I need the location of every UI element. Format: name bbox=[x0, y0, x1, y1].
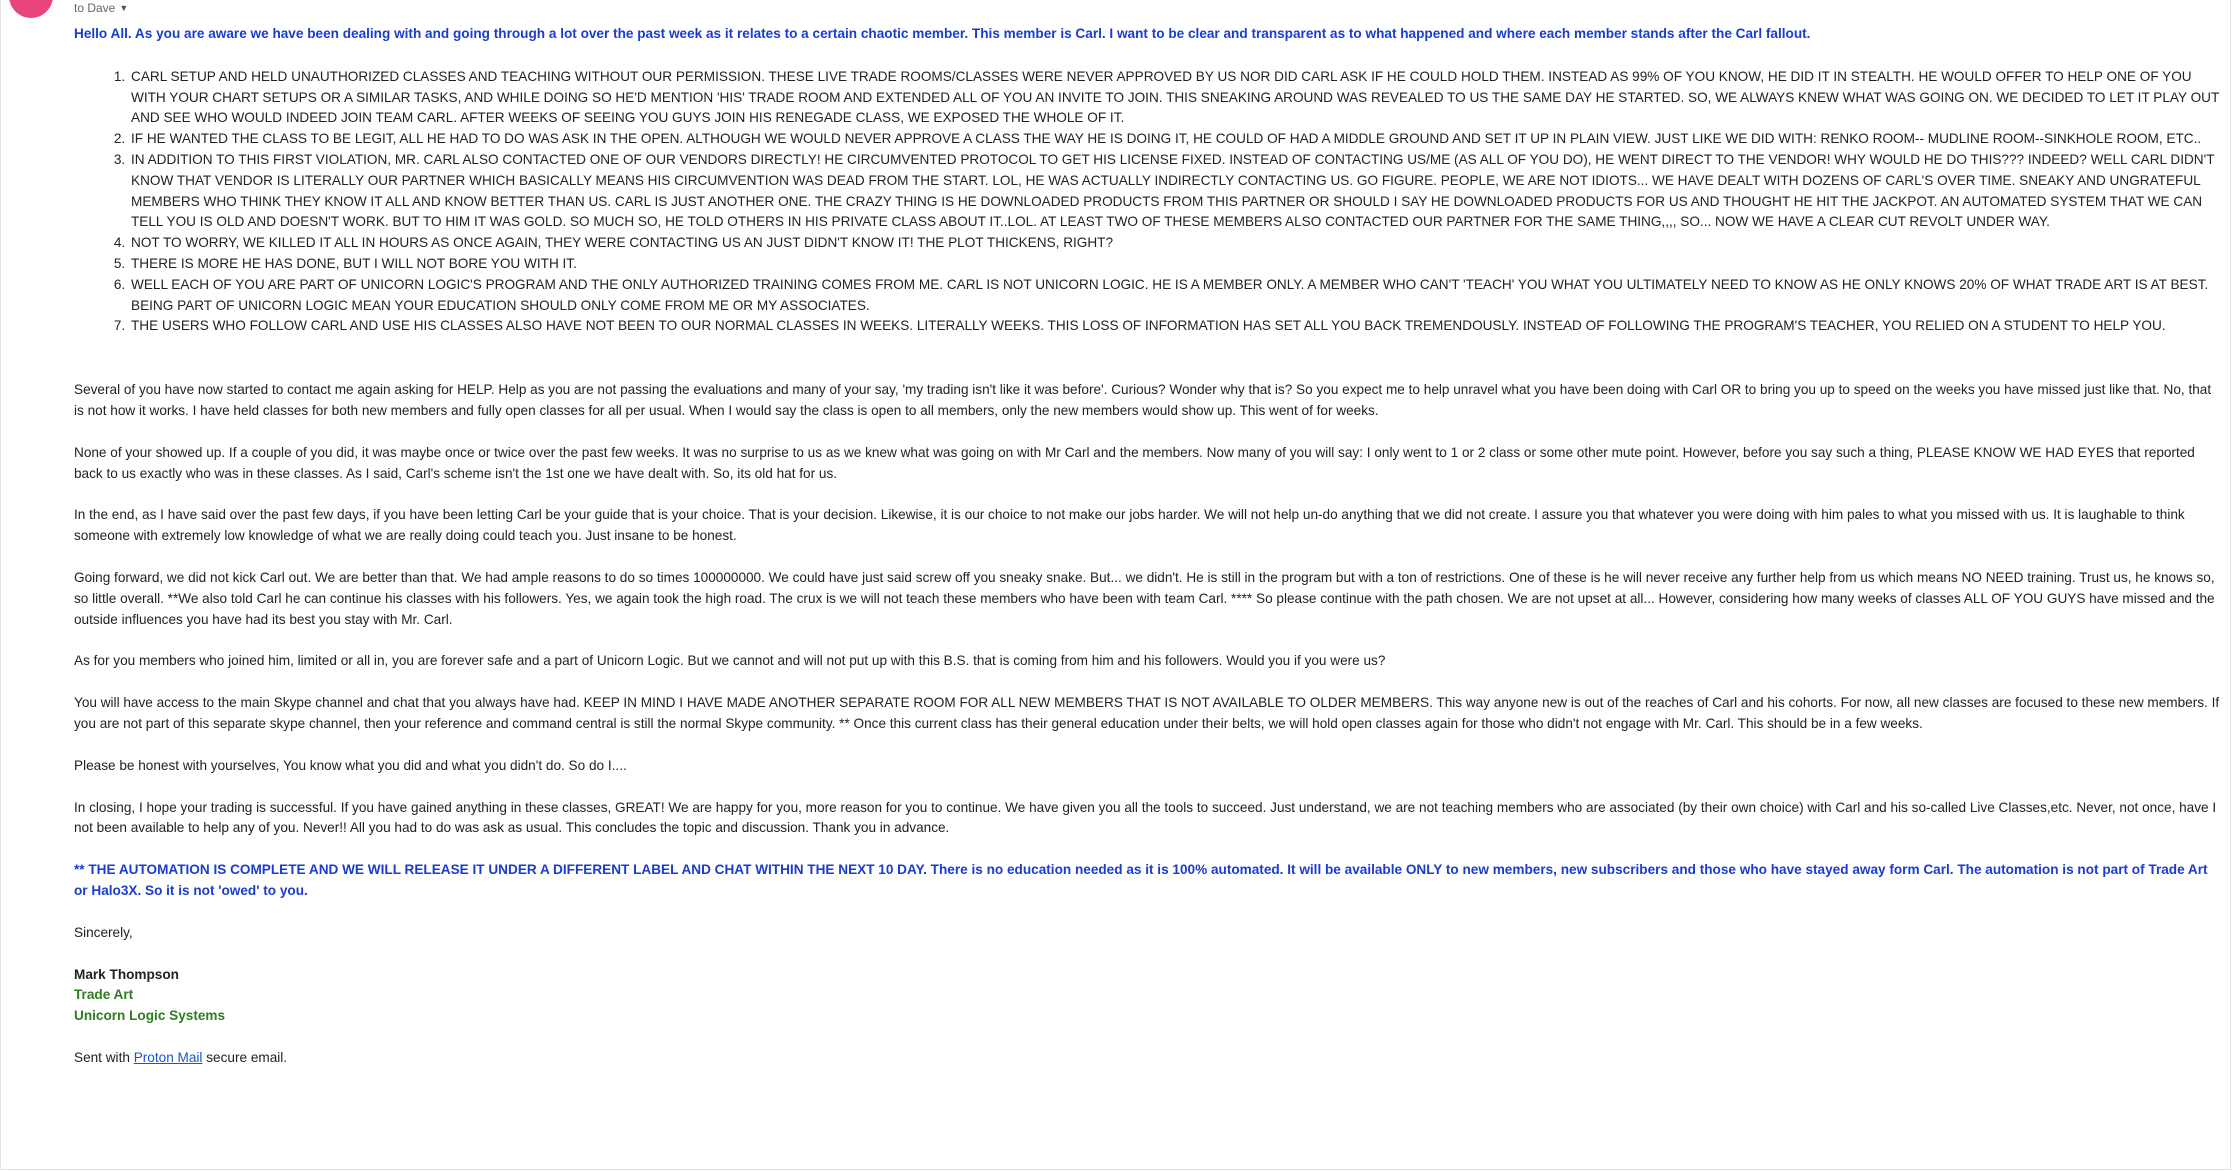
closing-line: Sincerely, bbox=[74, 924, 133, 940]
body-paragraph: Please be honest with yourselves, You know what you did and what you didn't do. So do I.... bbox=[74, 757, 627, 773]
footer-prefix: Sent with bbox=[74, 1049, 134, 1065]
signature-line-1: Trade Art bbox=[74, 987, 134, 1003]
recipient-label: to Dave bbox=[74, 1, 116, 15]
body-paragraph: Going forward, we did not kick Carl out. We are better than that. We had ample reasons to do so times 100000000. We could have just said screw off you sneaky snake. But... we didn't. He is still in the program but with a ton of restrictions. One of these is he will never receive any further help from us which means NO NEED training. Trust us, he knows so, so little overall. **We also told Carl he can continue his classes with his followers. Yes, we again took the high road. The crux is we will not teach these members who have been with team Carl. **** So please continue with the path chosen. We are not upset at all... However, considering how many weeks of classes ALL OF YOU GUYS have missed and the outside influences you have had its best you stay with Mr. Carl. bbox=[74, 569, 2215, 627]
proton-mail-link[interactable]: Proton Mail bbox=[133, 1049, 203, 1065]
body-paragraph: In the end, as I have said over the past few days, if you have been letting Carl be your guide that is your choice. That is your decision. Likewise, it is our choice to not make our jobs harder. We will not help un-do anything that we did not create. I assure you that whatever you were doing with him pales to what you missed with us. It is laughable to think someone with extremely low knowledge of what we are really doing could teach you. Just insane to be honest. bbox=[74, 507, 2185, 544]
sent-with-footer bbox=[74, 1048, 2224, 1069]
body-paragraph: Several of you have now started to contact me again asking for HELP. Help as you are not passing the evaluations and many of your say, 'my trading isn't like it was before'. Curious? Wonder why that is? So you expect me to help unravel what you have been doing with Carl OR to bring you up to speed on the weeks you have missed just like that. No, that is not how it works. I have held classes for both new members and fully open classes for all per usual. When I would say the class is open to all members, only the new members would show up. This went of for weeks. bbox=[74, 382, 2212, 418]
signature-name: Mark Thompson bbox=[74, 966, 179, 982]
sender-avatar[interactable] bbox=[9, 0, 53, 18]
body-paragraph: You will have access to the main Skype channel and chat that you always have had. KEEP IN MIND I HAVE MADE ANOTHER SEPARATE ROOM FOR ALL NEW MEMBERS THAT IS NOT AVAILABLE TO OLDER MEMBERS. This way anyone new is out of the reaches of Carl and his cohorts. For now, all new classes are focused to these new members. If you are not part of this separate skype channel, then your reference and command central is still the normal Skype community. ** Once this current class has their general education under their belts, we will hold open classes again for those who didn't not engage with Mr. Carl. This should be in a few weeks. bbox=[74, 695, 2220, 731]
signature-block bbox=[74, 965, 2224, 1027]
body-paragraph: None of your showed up. If a couple of you did, it was maybe once or twice over the past few weeks. It was no surprise to us as we knew what was going on with Mr Carl and the members. Now many of you will say: I only went to 1 or 2 class or some other mute point. However, before you say such a thing, PLEASE KNOW WE HAD EYES that reported back to us exactly who was in these classes. As I said, Carl's scheme isn't the 1st one we have dealt with. So, its old hat for us. bbox=[74, 444, 2195, 481]
list-item: 6. WELL EACH OF YOU ARE PART OF UNICORN LOGIC'S PROGRAM AND THE ONLY AUTHORIZED TRAINING COMES FROM ME. CARL IS NOT UNICORN LOGIC. HE IS A MEMBER ONLY. A MEMBER WHO CAN'T 'TEACH' YOU WHAT YOU ULTIMATELY NEED TO KNOW AS HE ONLY KNOWS 20% OF WHAT TRADE ART IS AT BEST. BEING PART OF UNICORN LOGIC MEAN YOUR EDUCATION SHOULD ONLY COME FROM ME OR MY ASSOCIATES. bbox=[129, 275, 2224, 317]
signature-line-2: Unicorn Logic Systems bbox=[74, 1008, 226, 1024]
chevron-down-icon[interactable]: ▼ bbox=[119, 3, 129, 13]
body-paragraph: As for you members who joined him, limited or all in, you are forever safe and a part of Unicorn Logic. But we cannot and will not put up with this B.S. that is coming from him and his followers. Would you if you were us? bbox=[74, 653, 1386, 669]
list-item: 7. THE USERS WHO FOLLOW CARL AND USE HIS CLASSES ALSO HAVE NOT BEEN TO OUR NORMAL CLASSES IN WEEKS. LITERALLY WEEKS. THIS LOSS OF INFORMATION HAS SET ALL YOU BACK TREMENDOUSLY. INSTEAD OF FOLLOWING THE PROGRAM'S TEACHER, YOU RELIED ON A STUDENT TO HELP YOU. bbox=[129, 316, 2224, 337]
list-item: 4. NOT TO WORRY, WE KILLED IT ALL IN HOURS AS ONCE AGAIN, THEY WERE CONTACTING US AN JUST DIDN'T KNOW IT! THE PLOT THICKENS, RIGHT? bbox=[129, 233, 2224, 254]
points-list bbox=[74, 67, 2224, 337]
footer-suffix: secure email. bbox=[202, 1049, 288, 1065]
body-paragraph: In closing, I hope your trading is successful. If you have gained anything in these classes, GREAT! We are happy for you, more reason for you to continue. We have given you all the tools to succeed. Just understand, we are not teaching members who are associated (by their own choice) with Carl and his so-called Live Classes,etc. Never, not once, have I not been available to help any of you. Never!! All you had to do was ask as usual. This concludes the topic and discussion. Thank you in advance. bbox=[74, 799, 2217, 836]
greeting-paragraph: Hello All. As you are aware we have been dealing with and going through a lot over the past week as it relates to a certain chaotic member. This member is Carl. I want to be clear and transparent as to what happened and where each member stands after the Carl fallout. bbox=[74, 26, 1811, 41]
email-body bbox=[74, 24, 2224, 1069]
list-item: 3. IN ADDITION TO THIS FIRST VIOLATION, MR. CARL ALSO CONTACTED ONE OF OUR VENDORS DIRECTLY! HE CIRCUMVENTED PROTOCOL TO GET HIS LICENSE FIXED. INSTEAD OF CONTACTING US/ME (AS ALL OF YOU DO), HE WENT DIRECT TO THE VENDOR! WHY WOULD HE DO THIS??? INDEED? WELL CARL DIDN'T KNOW THAT VENDOR IS LITERALLY OUR PARTNER WHICH BASICALLY MEANS HIS CIRCUMVENTION WAS DEAD FROM THE START. LOL, HE WAS ACTUALLY INDIRECTLY CONTACTING US. GO FIGURE. PEOPLE, WE ARE NOT IDIOTS... WE HAVE DEALT WITH DOZENS OF CARL'S OVER TIME. SNEAKY AND UNGRATEFUL MEMBERS WHO THINK THEY KNOW IT ALL AND KNOW BETTER THAN US. CARL IS JUST ANOTHER ONE. THE CRAZY THING IS HE DOWNLOADED PRODUCTS FROM THIS PARTNER OR SHOULD I SAY HE DOWNLOADED PRODUCTS FOR US AND THOUGHT HE HIT THE JACKPOT. AN AUTOMATED SYSTEM THAT WE CAN TELL YOU IS OLD AND DOESN'T WORK. BUT TO HIM IT WAS GOLD. SO MUCH SO, HE TOLD OTHERS IN HIS PRIVATE CLASS ABOUT IT..LOL. AT LEAST TWO OF THESE MEMBERS ALSO CONTACTED OUR PARTNER FOR THE SAME THING,,,, SO... NOW WE HAVE A CLEAR CUT REVOLT UNDER WAY. bbox=[129, 150, 2224, 233]
list-item: 1. CARL SETUP AND HELD UNAUTHORIZED CLASSES AND TEACHING WITHOUT OUR PERMISSION. THESE LIVE TRADE ROOMS/CLASSES WERE NEVER APPROVED BY US NOR DID CARL ASK IF HE COULD HOLD THEM. INSTEAD AS 99% OF YOU KNOW, HE DID IT IN STEALTH. HE WOULD OFFER TO HELP ONE OF YOU WITH YOUR CHART SETUPS OR A SIMILAR TASKS, AND WHILE DOING SO HE'D MENTION 'HIS' TRADE ROOM AND EXTENDED ALL OF YOU AN INVITE TO JOIN. THIS SNEAKING AROUND WAS REVEALED TO US THE SAME DAY HE STARTED. SO, WE ALWAYS KNEW WHAT WAS GOING ON. WE DECIDED TO LET IT PLAY OUT AND SEE WHO WOULD INDEED JOIN TEAM CARL. AFTER WEEKS OF SEEING YOU GUYS JOIN HIS RENEGADE CLASS, WE EXPOSED THE WHOLE OF IT. bbox=[129, 67, 2224, 129]
list-item: 5. THERE IS MORE HE HAS DONE, BUT I WILL NOT BORE YOU WITH IT. bbox=[129, 254, 2224, 275]
automation-note: ** THE AUTOMATION IS COMPLETE AND WE WILL RELEASE IT UNDER A DIFFERENT LABEL AND CHAT WITHIN THE NEXT 10 DAY. There is no education needed as it is 100% automated. It will be available ONLY to new members, new subscribers and those who have stayed away form Carl. The automation is not part of Trade Art or Halo3X. So it is not 'owed' to you. bbox=[74, 862, 2208, 898]
list-item: 2. IF HE WANTED THE CLASS TO BE LEGIT, ALL HE HAD TO DO WAS ASK IN THE OPEN. ALTHOUGH WE WOULD NEVER APPROVE A CLASS THE WAY HE IS DOING IT, HE COULD OF HAD A MIDDLE GROUND AND SET IT UP IN PLAIN VIEW. JUST LIKE WE DID WITH: RENKO ROOM-- MUDLINE ROOM--SINKHOLE ROOM, ETC.. bbox=[129, 129, 2224, 150]
recipient-line[interactable] bbox=[74, 0, 128, 16]
